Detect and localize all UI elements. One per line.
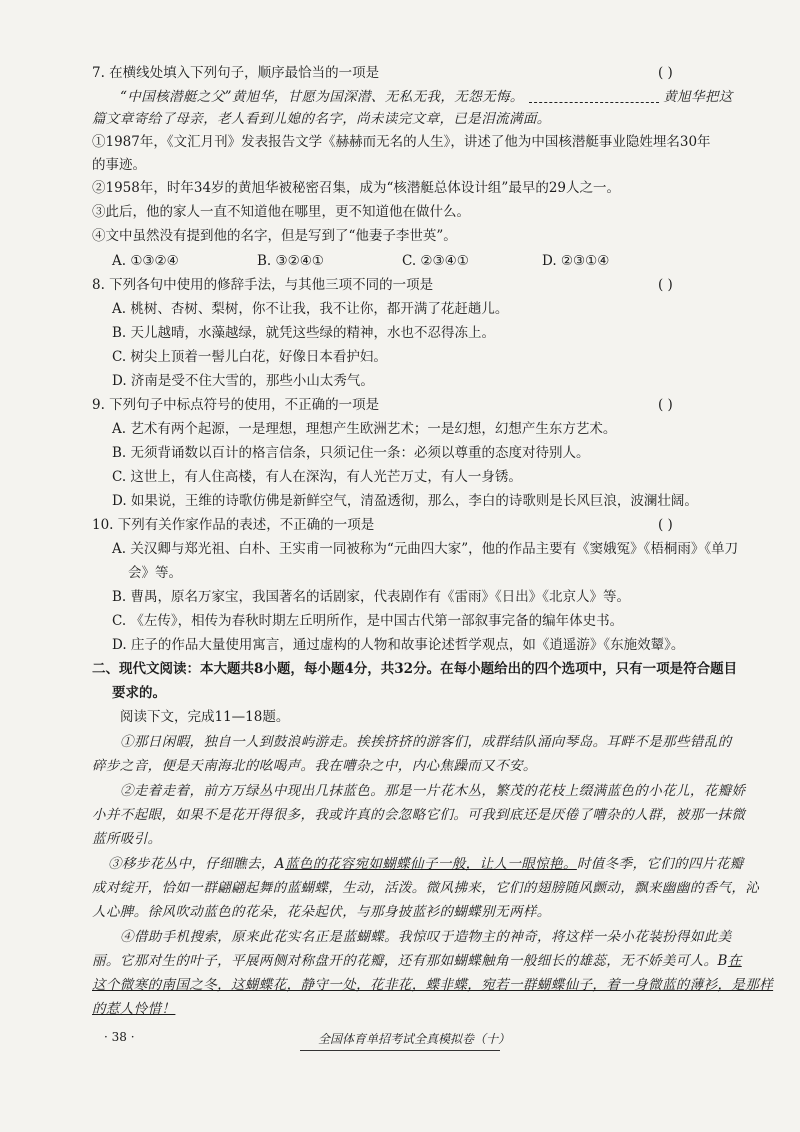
- q7-passage-b-text: 黄旭华把这: [663, 89, 733, 105]
- reading-p1-line2: 碎步之音，便是天南海北的吆喝声。我在嘈杂之中，内心焦躁而又不安。: [92, 758, 537, 774]
- reading-p1-line1: ①那日闲暇，独自一人到鼓浪屿游走。挨挨挤挤的游客们，成群结队涌向琴岛。耳畔不是那些错乱的: [120, 734, 732, 750]
- q8-option-a: A. 桃树、杏树、梨树，你不让我，我不让你，都开满了花赶趟儿。: [112, 301, 509, 317]
- q7-stem: 7. 在横线处填入下列句子，顺序最恰当的一项是: [92, 65, 380, 81]
- q7-option-b: B. ③②④①: [257, 253, 324, 269]
- reading-p4-line1: ④借助手机搜索，原来此花实名正是蓝蝴蝶。我惊叹于造物主的神奇，将这样一朵小花装扮得如此美: [120, 929, 732, 945]
- q8-stem: 8. 下列各句中使用的修辞手法，与其他三项不同的一项是: [92, 277, 434, 293]
- q8-option-c: C. 树尖上顶着一髻儿白花，好像日本看护妇。: [112, 349, 387, 365]
- reading-p2-line2: 小并不起眼，如果不是花开得很多，我或许真的会忽略它们。可我到底还是厌倦了嘈杂的人群，被那一抹微: [92, 807, 746, 823]
- page-number: · 38 ·: [104, 1030, 135, 1044]
- q7-sentence-1a: ①1987年，《文汇月刊》发表报告文学《赫赫而无名的人生》，讲述了他为中国核潜艇事业隐姓埋名30年: [92, 134, 711, 150]
- q9-option-d: D. 如果说，王维的诗歌仿佛是新鲜空气，清盈透彻，那么，李白的诗歌则是长风巨浪，波澜壮阔。: [112, 493, 698, 509]
- q7-passage-c: 篇文章寄给了母亲，老人看到儿媳的名字，尚未读完文章，已是泪流满面。: [92, 111, 551, 127]
- q7-sentence-4: ④文中虽然没有提到他的名字，但是写到了“他妻子李世英”。: [92, 228, 457, 244]
- sentence-a-underlined: 蓝色的花容宛如蝴蝶仙子一般，让人一眼惊艳。: [284, 856, 577, 872]
- q7-option-d: D. ②③①④: [542, 253, 610, 269]
- sentence-b-underlined-start: 在: [727, 953, 742, 969]
- q7-sentence-1b: 的事迹。: [92, 157, 146, 173]
- q7-answer-paren: ( ): [658, 65, 673, 81]
- reading-p4-pre: 丽。它那对生的叶子，平展两侧对称盘开的花瓣，还有那如蝴蝶触角一般细长的雄蕊，无不娇美可人。B: [92, 953, 728, 969]
- q8-option-d: D. 济南是受不住大雪的，那些小山太秀气。: [112, 373, 374, 389]
- q9-option-a: A. 艺术有两个起源，一是理想，理想产生欧洲艺术；一是幻想，幻想产生东方艺术。: [112, 421, 617, 437]
- reading-p3-line3: 人心脾。徐风吹动蓝色的花朵，花朵起伏，与那身披蓝衫的蝴蝶别无两样。: [92, 904, 551, 920]
- reading-p3-line1: [108, 853, 744, 875]
- q10-option-c: C. 《左传》，相传为春秋时期左丘明所作，是中国古代第一部叙事完备的编年体史书。: [112, 613, 624, 629]
- reading-p2-line3: 蓝所吸引。: [92, 831, 162, 847]
- q9-option-c: C. 这世上，有人住高楼，有人在深沟，有人光芒万丈，有人一身锈。: [112, 469, 522, 485]
- section2-title-line1: 二、现代文阅读：本大题共8小题，每小题4分，共32分。在每小题给出的四个选项中，只有一项是符合题目: [92, 661, 738, 677]
- reading-p3-pre: ③移步花丛中，仔细瞧去，A: [108, 856, 285, 872]
- reading-p3-post: 时值冬季，它们的四片花瓣: [576, 856, 744, 872]
- q7-sentence-3: ③此后，他的家人一直不知道他在哪里，更不知道他在做什么。: [92, 204, 470, 220]
- q10-stem: 10. 下列有关作家作品的表述，不正确的一项是: [92, 517, 375, 533]
- reading-p2-line1: ②走着走着，前方万绿丛中现出几抹蓝色。那是一片花木丛，繁茂的花枝上缀满蓝色的小花儿，花瓣娇: [120, 783, 746, 799]
- q7-blank-line: [529, 90, 659, 103]
- reading-intro: 阅读下文，完成11—18题。: [120, 709, 290, 725]
- reading-p3-line2: 成对绽开，恰如一群翩翩起舞的蓝蝴蝶，生动，活泼。微风拂来，它们的翅膀随风颤动，飘来幽幽的香气，沁: [92, 880, 760, 896]
- section2-title-line2: 要求的。: [112, 685, 166, 701]
- footer-divider: [300, 1050, 500, 1051]
- reading-p4-line2: [92, 950, 742, 972]
- q10-answer-paren: ( ): [658, 517, 673, 533]
- sentence-b-underlined-end: 的惹人怜惜！: [92, 1001, 176, 1017]
- q8-option-b: B. 天儿越晴，水藻越绿，就凭这些绿的精神，水也不忍得冻上。: [112, 325, 496, 341]
- q10-option-b: B. 曹禺，原名万家宝，我国著名的话剧家，代表剧作有《雷雨》《日出》《北京人》等。: [112, 589, 631, 605]
- sentence-b-underlined-line: 这个微寒的南国之冬，这蝴蝶花，静守一处，花非花，蝶非蝶，宛若一群蝴蝶仙子，着一身微蓝的薄衫，是那样: [92, 977, 774, 993]
- q8-answer-paren: ( ): [658, 277, 673, 293]
- q9-stem: 9. 下列句子中标点符号的使用，不正确的一项是: [92, 397, 380, 413]
- q7-option-c: C. ②③④①: [402, 253, 469, 269]
- q9-option-b: B. 无须背诵数以百计的格言信条，只须记住一条：必须以尊重的态度对待别人。: [112, 445, 590, 461]
- footer-title: 全国体育单招考试全真模拟卷（十）: [318, 1032, 511, 1046]
- q9-answer-paren: ( ): [658, 397, 673, 413]
- q7-passage-a-text: “中国核潜艇之父”黄旭华，甘愿为国深潜、无私无我，无怨无悔。: [120, 89, 524, 105]
- q10-option-a-line1: A. 关汉卿与郑光祖、白朴、王实甫一同被称为“元曲四大家”，他的作品主要有《窦娥冤》《梧桐雨》《单刀: [112, 541, 739, 557]
- q7-options: [112, 250, 672, 272]
- q7-passage-a: [120, 86, 733, 108]
- q10-option-a-line2: 会》等。: [128, 565, 182, 581]
- q7-option-a: A. ①③②④: [112, 253, 179, 269]
- q10-option-d: D. 庄子的作品大量使用寓言，通过虚构的人物和故事论述哲学观点，如《逍遥游》《东施效颦》。: [112, 637, 685, 653]
- q7-sentence-2: ②1958年，时年34岁的黄旭华被秘密召集，成为“核潜艇总体设计组”最早的29人之一。: [92, 180, 621, 196]
